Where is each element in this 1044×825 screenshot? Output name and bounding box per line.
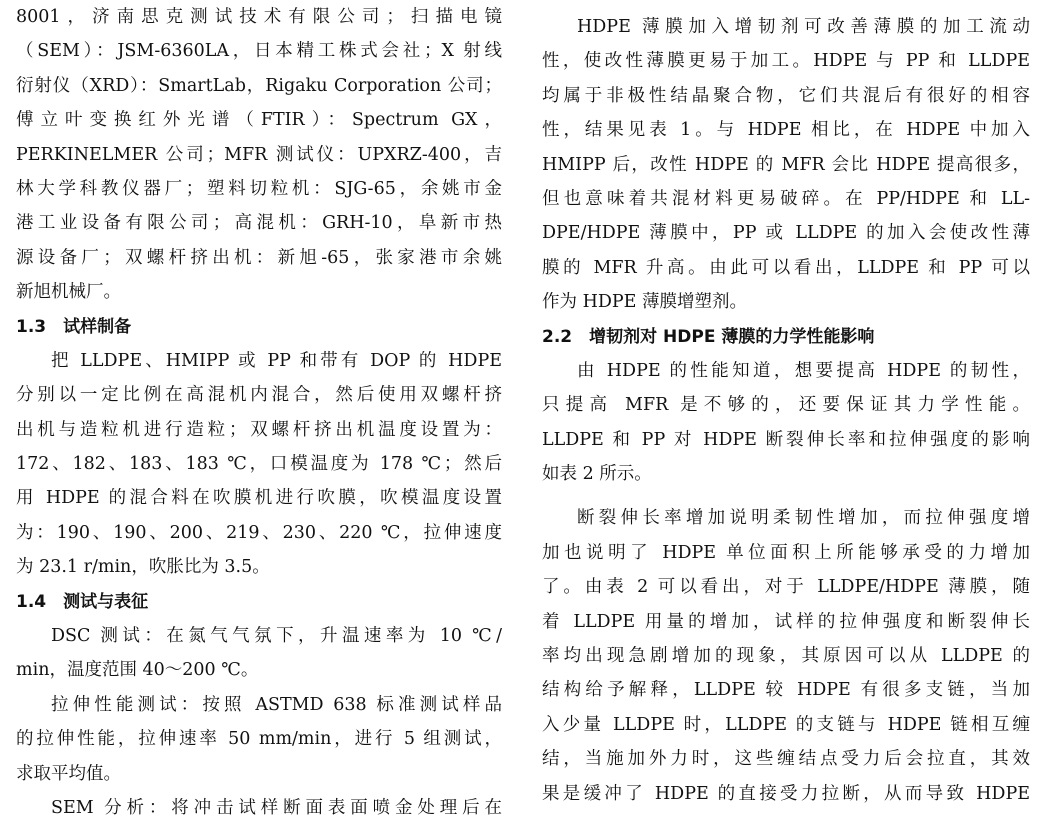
text-line: 果是缓冲了 HDPE 的直接受力拉断，从而导致 HDPE [542,783,1030,804]
text-line: 入少量 LLDPE 时，LLDPE 的支链与 HDPE 链相互缠 [542,714,1030,735]
text-line: 源设备厂；双螺杆挤出机：新旭-65，张家港市余姚 [16,247,502,268]
section-heading-1-3: 1.3 试样制备 [16,316,132,337]
text-line: SEM 分析：将冲击试样断面表面喷金处理后在 [51,797,502,818]
text-line: HMIPP 后，改性 HDPE 的 MFR 会比 HDPE 提高很多， [542,154,1030,175]
sem-paragraph [16,791,502,825]
dsc-paragraph [16,619,502,688]
section-heading-1-4: 1.4 测试与表征 [16,591,149,612]
text-line: 求取平均值。 [16,763,121,784]
text-line: 港工业设备有限公司；高混机：GRH-10，阜新市热 [16,213,502,234]
text-line: DPE/HDPE 薄膜中，PP 或 LLDPE 的加入会使改性薄 [542,223,1030,244]
text-line: 分别以一定比例在高混机内混合，然后使用双螺杆挤 [16,385,502,406]
text-line: 出机与造粒机进行造粒；双螺杆挤出机温度设置为： [16,419,502,440]
sample-prep-paragraph [16,344,502,585]
text-line: 率均出现急剧增加的现象，其原因可以从 LLDPE 的 [542,646,1030,667]
text-line: 林大学科教仪器厂；塑料切粒机：SJG-65，余姚市金 [16,178,502,199]
text-line: （SEM）：JSM-6360LA，日本精工株式会社；X 射线 [16,41,502,62]
text-line: 断裂伸长率增加说明柔韧性增加，而拉伸强度增 [577,508,1030,529]
text-line: 由 HDPE 的性能知道，想要提高 HDPE 的韧性， [577,360,1030,381]
text-line: 傅立叶变换红外光谱（FTIR）：Spectrum GX， [16,110,502,131]
text-line: 衍射仪（XRD）：SmartLab，Rigaku Corporation 公司； [16,75,502,96]
text-line: 172、182、183、183 ℃，口模温度为 178 ℃；然后 [16,454,502,475]
tensile-paragraph [16,688,502,791]
text-line: 用 HDPE 的混合料在吹膜机进行吹膜，吹模温度设置 [16,488,502,509]
text-line: 为 23.1 r/min，吹胀比为 3.5。 [16,557,270,578]
text-line: min，温度范围 40～200 ℃。 [16,660,259,681]
text-line: 但也意味着共混材料更易破碎。在 PP/HDPE 和 LL- [542,188,1030,209]
text-line: 均属于非极性结晶聚合物，它们共混后有很好的相容 [542,85,1030,106]
text-line: 作为 HDPE 薄膜增塑剂。 [542,292,747,313]
text-line: 为：190、190、200、219、230、220 ℃，拉伸速度 [16,522,502,543]
text-line: 8001，济南思克测试技术有限公司；扫描电镜 [16,7,502,27]
text-line: 膜的 MFR 升高。由此可以看出，LLDPE 和 PP 可以 [542,257,1030,278]
text-line: 新旭机械厂。 [16,282,121,303]
right-column [542,0,1030,811]
text-line: 结，当施加外力时，这些缠结点受力后会拉直，其效 [542,749,1030,770]
text-line: LLDPE 和 PP 对 HDPE 断裂伸长率和拉伸强度的影响 [542,429,1030,450]
text-line: 加也说明了 HDPE 单位面积上所能够承受的力增加 [542,542,1030,563]
text-line: 拉伸性能测试：按照 ASTMD 638 标准测试样品 [51,694,502,715]
text-line: 性，使改性薄膜更易于加工。HDPE 与 PP 和 LLDPE [542,51,1030,72]
section-heading-2-2: 2.2 增韧剂对 HDPE 薄膜的力学性能影响 [542,326,875,347]
text-line: 的拉伸性能，拉伸速率 50 mm/min，进行 5 组测试， [16,729,502,750]
text-line: HDPE 薄膜加入增韧剂可改善薄膜的加工流动 [577,17,1030,37]
text-line: 着 LLDPE 用量的增加，试样的拉伸强度和断裂伸长 [542,611,1030,632]
text-line: DSC 测试：在氮气气氛下，升温速率为 10 ℃/ [51,626,502,647]
text-line: 了。由表 2 可以看出，对于 LLDPE/HDPE 薄膜，随 [542,577,1030,598]
text-line: PERKINELMER 公司；MFR 测试仪：UPXRZ-400，吉 [16,144,502,165]
text-line: 只提高 MFR 是不够的，还要保证其力学性能。 [542,395,1030,416]
elongation-paragraph [542,501,1030,811]
text-line: 结构给予解释，LLDPE 较 HDPE 有很多支链，当加 [542,680,1030,701]
text-line: 把 LLDPE、HMIPP 或 PP 和带有 DOP 的 HDPE [51,350,502,371]
text-line: 性，结果见表 1。与 HDPE 相比，在 HDPE 中加入 [542,120,1030,141]
text-line: 如表 2 所示。 [542,464,652,485]
left-column [16,0,502,825]
flow-paragraph [542,10,1030,320]
mechanical-paragraph [542,354,1030,492]
equipment-paragraph [16,0,502,310]
